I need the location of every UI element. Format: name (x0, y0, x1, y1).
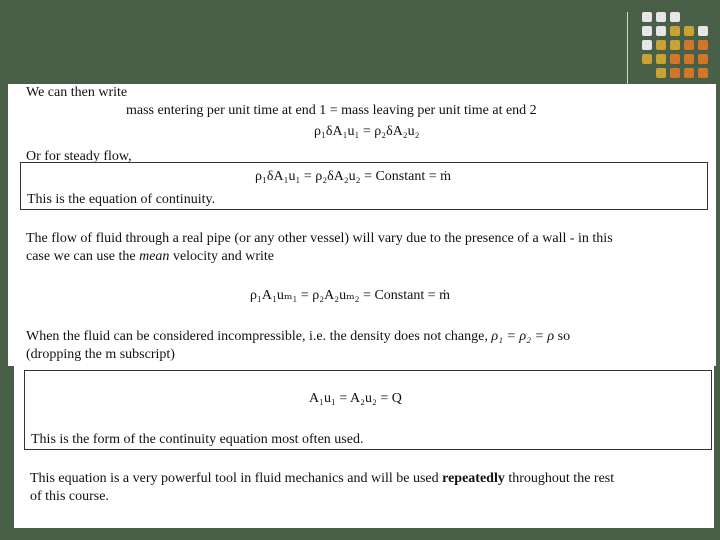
real-pipe-paragraph-line2: case we can use the mean velocity and write (26, 249, 275, 264)
equation-box-1 (20, 162, 708, 210)
steady-flow-line: Or for steady flow, (26, 149, 132, 164)
decorative-divider (627, 12, 628, 90)
content-panel-upper (8, 84, 716, 366)
equation-caption-2: This is the form of the continuity equation most often used. (31, 432, 364, 447)
decorative-dot-grid (640, 12, 720, 92)
continuity-equation-3: ρ₁A₁uₘ₁ = ρ₂A₂uₘ₂ = Constant = ṁ (250, 288, 451, 303)
mass-balance-statement: mass entering per unit time at end 1 = mass leaving per unit time at end 2 (126, 103, 537, 118)
incompressible-paragraph-line1: When the fluid can be considered incompressible, i.e. the density does not change, ρ₁ = ρ₂ = ρ so (26, 329, 571, 344)
equation-box-2 (24, 370, 712, 450)
content-panel-lower (14, 366, 714, 528)
real-pipe-paragraph-line1: The flow of fluid through a real pipe (or any other vessel) will vary due to the presence of a wall - in this (26, 231, 613, 246)
equation-caption-1: This is the equation of continuity. (27, 192, 216, 207)
incompressible-paragraph-line2: (dropping the m subscript) (26, 347, 175, 362)
continuity-equation-1: ρ₁δA₁u₁ = ρ₂δA₂u₂ (314, 124, 420, 139)
intro-line: We can then write (26, 85, 128, 100)
conclusion-line2: of this course. (30, 489, 109, 504)
conclusion-line1: This equation is a very powerful tool in fluid mechanics and will be used repeatedly throughout the rest (30, 471, 615, 486)
continuity-equation-2: ρ₁δA₁u₁ = ρ₂δA₂u₂ = Constant = ṁ (255, 169, 452, 184)
continuity-equation-4: A₁u₁ = A₂u₂ = Q (309, 391, 402, 406)
